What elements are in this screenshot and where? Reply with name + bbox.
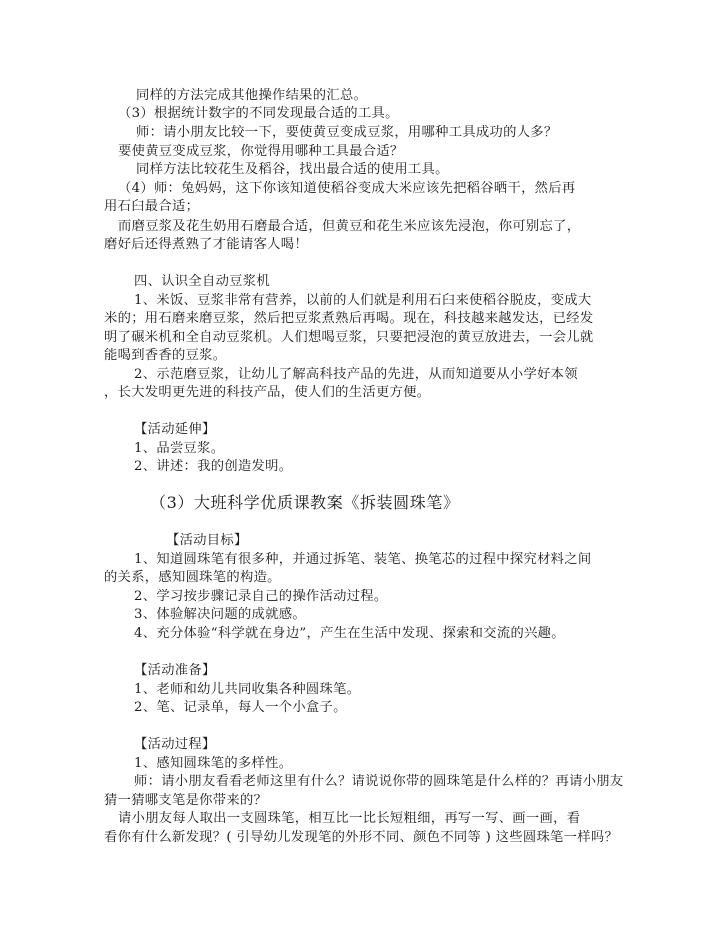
text-line: 用石臼最合适； [104,199,200,214]
text-line: 2、学习按步骤记录自己的操作活动过程。 [134,589,388,604]
text-line: 米的；用石磨来磨豆浆，然后把豆浆煮熟后再喝。现在，科技越来越发达，已经发 [104,311,594,326]
text-line: 1、感知圆珠笔的多样性。 [134,756,293,771]
text-line: 师：请小朋友比较一下，要使黄豆变成豆浆，用哪种工具成功的人多？ [136,125,558,140]
text-line: 2、笔、记录单，每人一个小盒子。 [134,700,347,715]
text-line: 4、充分体验“科学就在身边”，产生在生活中发现、探索和交流的兴趣。 [134,626,565,641]
lesson-title: （3）大班科学优质课教案《拆装圆珠笔》 [150,493,460,512]
text-line: 看你有什么新发现？( 引导幼儿发现笔的外形不同、颜色不同等 ) 这些圆珠笔一样吗？ [104,830,619,845]
section-heading: 【活动目标】 [166,533,248,548]
text-line: 2、讲述：我的创造发明。 [134,459,293,474]
text-line: 同样的方法完成其他操作结果的汇总。 [136,88,368,103]
text-line: 要使黄豆变成豆浆，你觉得用哪种工具最合适？ [118,144,404,159]
text-line: 同样方法比较花生及稻谷，找出最合适的使用工具。 [136,162,449,177]
text-line: 2、示范磨豆浆，让幼儿了解高科技产品的先进，从而知道要从小学好本领 [134,367,578,382]
text-line: 请小朋友每人取出一支圆珠笔，相互比一比长短粗细，再写一写、画一画，看 [118,811,581,826]
text-line: 能喝到香香的豆浆。 [104,348,227,363]
text-line: 1、知道圆珠笔有很多种，并通过拆笔、装笔、换笔芯的过程中探究材料之间 [134,552,592,567]
text-line: 明了碾米机和全自动豆浆机。人们想喝豆浆，只要把浸泡的黄豆放进去，一会儿就 [104,330,594,345]
text-line: （3）根据统计数字的不同发现最合适的工具。 [118,106,399,121]
text-line: 猜一猜哪支笔是你带来的？ [104,793,268,808]
section-heading: 【活动延伸】 [134,422,216,437]
text-line: 磨好后还得煮熟了才能请客人喝！ [104,237,308,252]
text-line: 3、体验解决问题的成就感。 [134,607,306,622]
text-line: 1、品尝豆浆。 [134,441,225,456]
section-heading: 【活动过程】 [134,737,216,752]
text-line: 师：请小朋友看看老师这里有什么？请说说你带的圆珠笔是什么样的？再请小朋友 [134,774,624,789]
text-line: （4）师：兔妈妈，这下你该知道使稻谷变成大米应该先把稻谷晒干，然后再 [118,181,576,196]
text-line: 1、老师和幼儿共同收集各种圆珠笔。 [134,682,361,697]
text-line: 而磨豆浆及花生奶用石磨最合适，但黄豆和花生米应该先浸泡，你可别忘了， [118,219,581,234]
section-heading: 四、认识全自动豆浆机 [134,274,270,289]
section-heading: 【活动准备】 [134,663,216,678]
text-line: 1、米饭、豆浆非常有营养，以前的人们就是利用石臼来使稻谷脱皮，变成大 [134,293,592,308]
text-line: ，长大发明更先进的科技产品，使人们的生活更方便。 [104,385,431,400]
text-line: 的关系，感知圆珠笔的构造。 [104,570,281,585]
